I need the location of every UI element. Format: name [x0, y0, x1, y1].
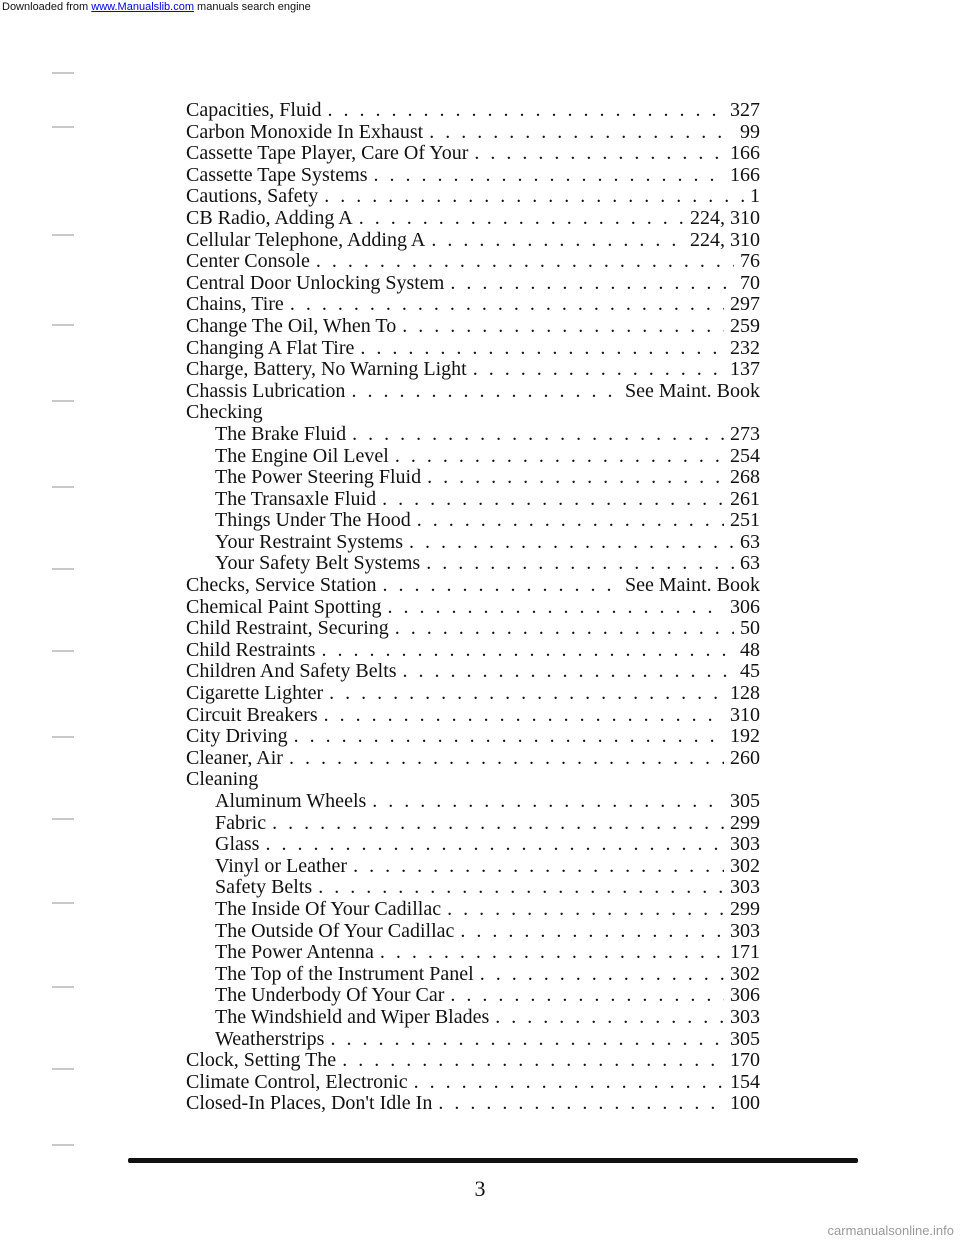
margin-tick — [52, 486, 74, 488]
entry-page: 99 — [740, 120, 760, 143]
entry-page: 166 — [730, 142, 760, 165]
entry-label: Child Restraints — [186, 638, 316, 661]
dot-leader — [427, 467, 724, 489]
margin-tick-marks — [52, 60, 82, 1170]
entry-label: The Top of the Instrument Panel — [215, 962, 474, 985]
entry-page: 261 — [730, 487, 760, 510]
entry-page: 299 — [730, 897, 760, 920]
entry-label: Cigarette Lighter — [186, 682, 324, 705]
dot-leader — [395, 618, 734, 640]
dot-leader — [450, 985, 724, 1007]
entry-page: 232 — [730, 336, 760, 359]
header-suffix: manuals search engine — [193, 1, 311, 13]
entry-page: 70 — [740, 271, 760, 294]
index-subentry — [186, 899, 760, 921]
dot-leader — [329, 683, 724, 705]
margin-tick — [52, 650, 74, 652]
index-entry — [186, 705, 760, 727]
entry-page: 63 — [740, 552, 760, 575]
dot-leader — [403, 661, 734, 683]
index-entry — [186, 273, 760, 295]
entry-label: Center Console — [186, 250, 310, 273]
entry-page: 192 — [730, 725, 760, 748]
index-subentry — [186, 985, 760, 1007]
entry-label: Circuit Breakers — [186, 703, 318, 726]
entry-label: Cleaning — [186, 768, 259, 791]
entry-label: Climate Control, Electronic — [186, 1070, 408, 1093]
dot-leader — [480, 964, 724, 986]
entry-page: 303 — [730, 919, 760, 942]
entry-page: 76 — [740, 250, 760, 273]
entry-label: Chassis Lubrication — [186, 379, 346, 402]
dot-leader — [402, 316, 724, 338]
entry-page: 48 — [740, 638, 760, 661]
entry-label: The Outside Of Your Cadillac — [215, 919, 455, 942]
entry-label: The Windshield and Wiper Blades — [215, 1005, 490, 1028]
dot-leader — [318, 877, 724, 899]
dot-leader — [450, 273, 734, 295]
index-entry — [186, 122, 760, 144]
entry-label: Your Safety Belt Systems — [215, 552, 421, 575]
index-list — [186, 100, 760, 1115]
dot-leader — [289, 748, 724, 770]
index-subentry — [186, 791, 760, 813]
entry-page: 63 — [740, 530, 760, 553]
entry-label: Charge, Battery, No Warning Light — [186, 358, 467, 381]
entry-label: Things Under The Hood — [215, 509, 411, 532]
entry-label: The Engine Oil Level — [215, 444, 389, 467]
index-entry — [186, 683, 760, 705]
index-entry — [186, 230, 760, 252]
margin-tick — [52, 736, 74, 738]
entry-label: Cautions, Safety — [186, 185, 319, 208]
entry-label: Glass — [215, 833, 260, 856]
dot-leader — [272, 813, 724, 835]
entry-label: Checking — [186, 401, 263, 424]
entry-page: 128 — [730, 682, 760, 705]
entry-label: The Power Steering Fluid — [215, 466, 422, 489]
entry-label: Aluminum Wheels — [215, 790, 367, 812]
entry-label: Vinyl or Leather — [215, 854, 348, 877]
index-subentry — [186, 532, 760, 554]
entry-label: Cellular Telephone, Adding A — [186, 228, 426, 251]
index-entry — [186, 1050, 760, 1072]
entry-page: 303 — [730, 833, 760, 856]
index-subentry — [186, 467, 760, 489]
dot-leader — [431, 230, 684, 252]
index-entry — [186, 381, 760, 403]
entry-page: 154 — [730, 1070, 760, 1093]
dot-leader — [294, 726, 724, 748]
index-entry — [186, 1093, 760, 1115]
entry-page: 268 — [730, 466, 760, 489]
dot-leader — [330, 1029, 724, 1051]
entry-page: 302 — [730, 962, 760, 985]
dot-leader — [388, 597, 724, 619]
dot-leader — [316, 251, 734, 273]
entry-page: 100 — [730, 1092, 760, 1115]
dot-leader — [374, 165, 724, 187]
index-entry — [186, 338, 760, 360]
index-heading — [186, 402, 760, 424]
entry-label: The Brake Fluid — [215, 422, 347, 445]
dot-leader — [352, 424, 724, 446]
dot-leader — [382, 489, 724, 511]
footer-rule — [128, 1158, 858, 1163]
entry-page: 306 — [730, 595, 760, 618]
margin-tick — [52, 568, 74, 570]
entry-label: Your Restraint Systems — [215, 530, 403, 553]
index-subentry — [186, 856, 760, 878]
index-subentry — [186, 489, 760, 511]
index-subentry — [186, 921, 760, 943]
dot-leader — [429, 122, 734, 144]
index-entry — [186, 748, 760, 770]
page-number: 3 — [474, 1176, 486, 1201]
index-entry — [186, 640, 760, 662]
dot-leader — [417, 510, 724, 532]
dot-leader — [265, 834, 724, 856]
entry-label: Children And Safety Belts — [186, 660, 397, 683]
entry-label: Fabric — [215, 811, 267, 834]
margin-tick — [52, 400, 74, 402]
entry-label: The Underbody Of Your Car — [215, 984, 445, 1007]
index-subentry — [186, 813, 760, 835]
entry-page: 299 — [730, 811, 760, 834]
dot-leader — [447, 899, 724, 921]
entry-page: 303 — [730, 1005, 760, 1028]
entry-label: Carbon Monoxide In Exhaust — [186, 120, 424, 143]
dot-leader — [495, 1007, 724, 1029]
margin-tick — [52, 818, 74, 820]
dot-leader — [474, 143, 724, 165]
index-heading — [186, 769, 760, 791]
index-entry — [186, 597, 760, 619]
index-entry — [186, 575, 760, 597]
index-subentry — [186, 964, 760, 986]
entry-page: 302 — [730, 854, 760, 877]
entry-page: 50 — [740, 617, 760, 640]
entry-label: Cleaner, Air — [186, 746, 283, 769]
dot-leader — [409, 532, 734, 554]
entry-label: Chemical Paint Spotting — [186, 595, 382, 618]
entry-label: Safety Belts — [215, 876, 313, 899]
entry-page: 297 — [730, 293, 760, 316]
entry-page: 1 — [750, 185, 760, 208]
entry-label: Closed-In Places, Don't Idle In — [186, 1092, 433, 1115]
index-entry — [186, 143, 760, 165]
entry-page: 224, 310 — [690, 206, 760, 229]
entry-page: 259 — [730, 314, 760, 337]
dot-leader — [395, 446, 724, 468]
entry-page: 170 — [730, 1049, 760, 1072]
margin-tick — [52, 1144, 74, 1146]
entry-label: The Inside Of Your Cadillac — [215, 897, 442, 920]
entry-page: 306 — [730, 984, 760, 1007]
dot-leader — [353, 856, 724, 878]
entry-page: 171 — [730, 941, 760, 964]
margin-tick — [52, 902, 74, 904]
entry-page: See Maint. Book — [625, 379, 760, 402]
index-entry — [186, 1072, 760, 1094]
entry-page: 224, 310 — [690, 228, 760, 251]
dot-leader — [414, 1072, 724, 1094]
entry-page: 273 — [730, 422, 760, 445]
dot-leader — [324, 186, 744, 208]
entry-label: Child Restraint, Securing — [186, 617, 389, 640]
dot-leader — [321, 640, 734, 662]
dot-leader — [473, 359, 724, 381]
index-subentry — [186, 1029, 760, 1051]
index-entry — [186, 359, 760, 381]
index-entry — [186, 316, 760, 338]
margin-tick — [52, 1068, 74, 1070]
entry-label: Checks, Service Station — [186, 574, 377, 597]
index-entry — [186, 294, 760, 316]
entry-label: CB Radio, Adding A — [186, 206, 353, 229]
entry-page: 310 — [730, 703, 760, 726]
dot-leader — [383, 575, 619, 597]
entry-page: 166 — [730, 163, 760, 186]
dot-leader — [328, 100, 724, 122]
margin-tick — [52, 72, 74, 74]
index-entry — [186, 165, 760, 187]
entry-page: 254 — [730, 444, 760, 467]
dot-leader — [426, 553, 734, 575]
dot-leader — [351, 381, 619, 403]
entry-label: Central Door Unlocking System — [186, 271, 445, 294]
margin-tick — [52, 986, 74, 988]
dot-leader — [342, 1050, 724, 1072]
entry-label: Chains, Tire — [186, 293, 284, 316]
index-subentry — [186, 834, 760, 856]
entry-label: City Driving — [186, 725, 288, 748]
entry-page: 137 — [730, 358, 760, 381]
index-entry — [186, 208, 760, 230]
entry-page: 303 — [730, 876, 760, 899]
margin-tick — [52, 126, 74, 128]
dot-leader — [460, 921, 724, 943]
dot-leader — [438, 1093, 724, 1115]
entry-label: Cassette Tape Player, Care Of Your — [186, 142, 469, 165]
margin-tick — [52, 324, 74, 326]
entry-page: 45 — [740, 660, 760, 683]
download-header — [2, 1, 311, 13]
dot-leader — [324, 705, 724, 727]
index-subentry — [186, 553, 760, 575]
header-prefix: Downloaded from — [2, 1, 92, 13]
index-subentry — [186, 510, 760, 532]
entry-label: Change The Oil, When To — [186, 314, 397, 337]
index-entry — [186, 186, 760, 208]
index-subentry — [186, 446, 760, 468]
entry-page: See Maint. Book — [625, 574, 760, 597]
dot-leader — [360, 338, 724, 360]
dot-leader — [359, 208, 684, 230]
entry-page: 327 — [730, 99, 760, 121]
index-subentry — [186, 424, 760, 446]
margin-tick — [52, 234, 74, 236]
entry-label: The Power Antenna — [215, 941, 374, 964]
index-entry — [186, 618, 760, 640]
entry-page: 251 — [730, 509, 760, 532]
entry-label: Capacities, Fluid — [186, 99, 322, 121]
index-subentry — [186, 877, 760, 899]
index-subentry — [186, 942, 760, 964]
index-entry — [186, 100, 760, 122]
dot-leader — [290, 294, 724, 316]
index-entry — [186, 661, 760, 683]
entry-page: 260 — [730, 746, 760, 769]
entry-label: Changing A Flat Tire — [186, 336, 355, 359]
dot-leader — [380, 942, 724, 964]
dot-leader — [372, 791, 724, 813]
entry-label: Cassette Tape Systems — [186, 163, 368, 186]
entry-page: 305 — [730, 1027, 760, 1050]
index-subentry — [186, 1007, 760, 1029]
watermark-footer: carmanualsonline.info — [827, 1223, 954, 1238]
entry-label: Clock, Setting The — [186, 1049, 337, 1072]
entry-label: Weatherstrips — [215, 1027, 325, 1050]
index-entry — [186, 726, 760, 748]
manualslib-link[interactable]: www.Manualslib.com — [91, 1, 194, 13]
entry-page: 305 — [730, 790, 760, 812]
index-entry — [186, 251, 760, 273]
entry-label: The Transaxle Fluid — [215, 487, 377, 510]
